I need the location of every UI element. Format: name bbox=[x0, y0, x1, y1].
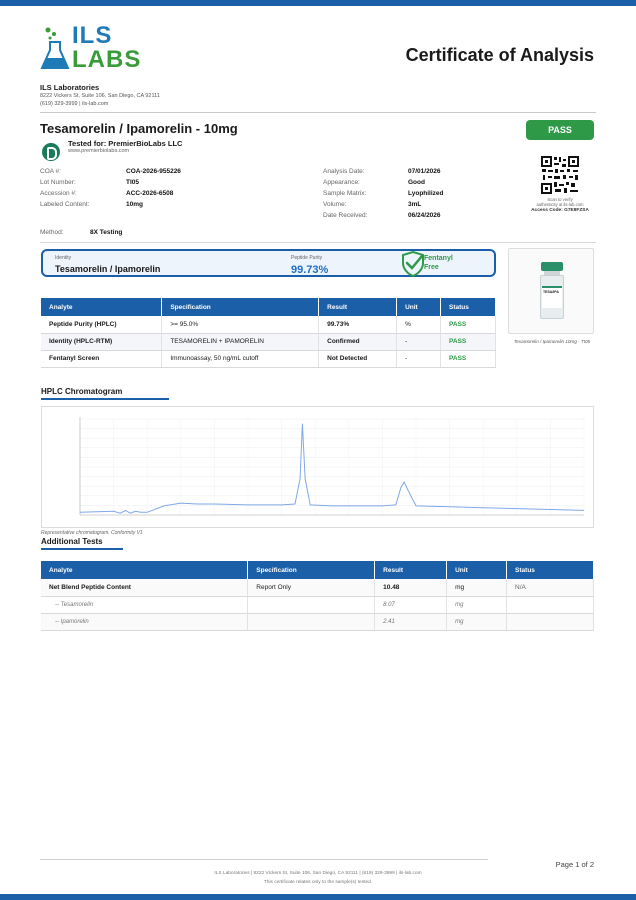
footer-divider bbox=[40, 859, 488, 860]
analyte-cell: Identity (HPLC-RTM) bbox=[41, 333, 162, 350]
lab-name: ILS Laboratories bbox=[40, 83, 100, 92]
lab-address: 8222 Vickers St, Suite 106, San Diego, CA 92111 bbox=[40, 93, 160, 99]
status-cell: PASS bbox=[441, 333, 496, 350]
method-label: Method: bbox=[40, 229, 64, 236]
product-vial-image bbox=[508, 248, 594, 334]
qr-code-icon[interactable] bbox=[540, 155, 580, 195]
table-row bbox=[41, 350, 496, 367]
status-cell bbox=[507, 613, 594, 630]
purity-value: 99.73% bbox=[291, 264, 329, 276]
table-row bbox=[41, 579, 594, 596]
qr-note-line1: Scan to verify bbox=[547, 197, 573, 202]
tested-for-label: Tested for: PremierBioLabs LLC bbox=[68, 139, 183, 148]
result-cell: Confirmed bbox=[319, 333, 397, 350]
logo-text-labs: LABS bbox=[72, 46, 142, 73]
volume-label: Volume: bbox=[323, 201, 347, 208]
sample-matrix-label: Sample Matrix: bbox=[323, 190, 367, 197]
result-cell: 8.07 bbox=[375, 596, 447, 613]
vial-label-text: TESA/IPA bbox=[543, 290, 559, 294]
chromatogram-title-underline bbox=[41, 398, 169, 400]
hplc-chromatogram-chart bbox=[42, 407, 593, 527]
result-cell: 99.73% bbox=[319, 316, 397, 333]
results-header-row bbox=[41, 298, 496, 316]
vial-body bbox=[540, 275, 564, 319]
sample-matrix-value: Lyophilized bbox=[408, 190, 444, 197]
date-received-value: 06/24/2026 bbox=[408, 212, 441, 219]
top-accent-bar bbox=[0, 0, 636, 6]
method-value: 8X Testing bbox=[90, 229, 123, 236]
identity-value: Tesamorelin / Ipamorelin bbox=[55, 264, 161, 274]
status-cell: PASS bbox=[441, 350, 496, 367]
column-header: Status bbox=[507, 561, 594, 579]
unit-cell: % bbox=[397, 316, 441, 333]
analyte-cell: Net Blend Peptide Content bbox=[41, 579, 248, 596]
table-row bbox=[41, 333, 496, 350]
table-row bbox=[41, 316, 496, 333]
logo-text-ils: ILS bbox=[72, 22, 113, 49]
result-cell: Not Detected bbox=[319, 350, 397, 367]
column-header: Result bbox=[375, 561, 447, 579]
status-cell: PASS bbox=[441, 316, 496, 333]
appearance-value: Good bbox=[408, 179, 425, 186]
client-url[interactable]: www.premierbiolabs.com bbox=[68, 148, 130, 154]
unit-cell: - bbox=[397, 350, 441, 367]
date-received-label: Date Received: bbox=[323, 212, 368, 219]
spec-cell bbox=[248, 613, 375, 630]
column-header: Analyte bbox=[41, 561, 248, 579]
column-header: Result bbox=[319, 298, 397, 316]
meta-divider bbox=[40, 242, 596, 243]
header-divider bbox=[40, 112, 596, 113]
pass-status-badge: PASS bbox=[526, 120, 594, 140]
ils-labs-logo bbox=[40, 22, 140, 74]
purity-label: Peptide Purity bbox=[291, 255, 323, 261]
vial-label bbox=[542, 286, 562, 308]
bottom-accent-bar bbox=[0, 894, 636, 900]
unit-cell: mg bbox=[447, 613, 507, 630]
table-row bbox=[41, 613, 594, 630]
chromatogram-caption: Representative chromatogram. Conformity V1 bbox=[41, 530, 143, 536]
result-cell: 10.48 bbox=[375, 579, 447, 596]
lot-number-value: TI05 bbox=[126, 179, 140, 186]
unit-cell: mg bbox=[447, 596, 507, 613]
chromatogram-section-title: HPLC Chromatogram bbox=[41, 387, 123, 396]
client-logo-icon bbox=[42, 143, 60, 161]
access-code: Access Code: G7E8FZSA bbox=[531, 208, 589, 213]
labeled-content-label: Labeled Content: bbox=[40, 201, 90, 208]
unit-cell: - bbox=[397, 333, 441, 350]
additional-tests-title: Additional Tests bbox=[41, 537, 103, 546]
vial-caption: Tesamorelin / Ipamorelin 10mg - TI05 bbox=[513, 339, 591, 344]
lab-contact: (619) 329-3999 | ils-lab.com bbox=[40, 101, 109, 107]
spec-cell bbox=[248, 596, 375, 613]
analyte-cell: -- Ipamorelin bbox=[41, 613, 248, 630]
lot-number-label: Lot Number: bbox=[40, 179, 76, 186]
flask-icon bbox=[40, 26, 70, 72]
coa-number-value: COA-2026-955226 bbox=[126, 168, 181, 175]
table-row bbox=[41, 596, 594, 613]
additional-header-row bbox=[41, 561, 594, 579]
document-title: Certificate of Analysis bbox=[405, 45, 594, 65]
analyte-cell: Fentanyl Screen bbox=[41, 350, 162, 367]
volume-value: 3mL bbox=[408, 201, 422, 208]
column-header: Unit bbox=[397, 298, 441, 316]
hplc-chromatogram-panel bbox=[41, 406, 594, 528]
appearance-label: Appearance: bbox=[323, 179, 360, 186]
column-header: Specification bbox=[162, 298, 319, 316]
additional-tests-underline bbox=[41, 548, 123, 550]
analysis-date-value: 07/01/2026 bbox=[408, 168, 441, 175]
qr-note-line2: authenticity at ils-lab.com bbox=[536, 202, 584, 207]
labeled-content-value: 10mg bbox=[126, 201, 143, 208]
column-header: Status bbox=[441, 298, 496, 316]
analyte-cell: -- Tesamorelin bbox=[41, 596, 248, 613]
page-number: Page 1 of 2 bbox=[555, 860, 594, 869]
spec-cell: Immunoassay, 50 ng/mL cutoff bbox=[162, 350, 319, 367]
accession-label: Accession #: bbox=[40, 190, 77, 197]
unit-cell: mg bbox=[447, 579, 507, 596]
result-cell: 2.41 bbox=[375, 613, 447, 630]
spec-cell: TESAMORELIN + IPAMORELIN bbox=[162, 333, 319, 350]
accession-value: ACC-2026-6508 bbox=[126, 190, 174, 197]
additional-tests-table bbox=[41, 561, 594, 631]
spec-cell: >= 95.0% bbox=[162, 316, 319, 333]
footer-disclaimer: This certificate relates only to the sample(s) tested. bbox=[263, 880, 373, 885]
fentanyl-free-line1: Fentanyl bbox=[424, 255, 453, 262]
summary-panel bbox=[41, 249, 496, 277]
analyte-cell: Peptide Purity (HPLC) bbox=[41, 316, 162, 333]
status-cell bbox=[507, 596, 594, 613]
chromatogram-trace bbox=[80, 424, 584, 514]
footer-lab-info: ILS Laboratories | 8222 Vickers St, Suite 106, San Diego, CA 92111 | (619) 329-3999 | ils-lab.com bbox=[214, 871, 422, 876]
chart-grid bbox=[80, 419, 584, 515]
status-cell: N/A bbox=[507, 579, 594, 596]
column-header: Analyte bbox=[41, 298, 162, 316]
shield-check-icon bbox=[401, 251, 425, 277]
product-title: Tesamorelin / Ipamorelin - 10mg bbox=[40, 121, 238, 136]
vial-cap bbox=[541, 262, 563, 271]
fentanyl-free-line2: Free bbox=[424, 264, 439, 271]
column-header: Specification bbox=[248, 561, 375, 579]
results-table bbox=[41, 298, 496, 368]
spec-cell: Report Only bbox=[248, 579, 375, 596]
analysis-date-label: Analysis Date: bbox=[323, 168, 365, 175]
identity-label: Identity bbox=[55, 255, 72, 261]
coa-number-label: COA #: bbox=[40, 168, 61, 175]
column-header: Unit bbox=[447, 561, 507, 579]
